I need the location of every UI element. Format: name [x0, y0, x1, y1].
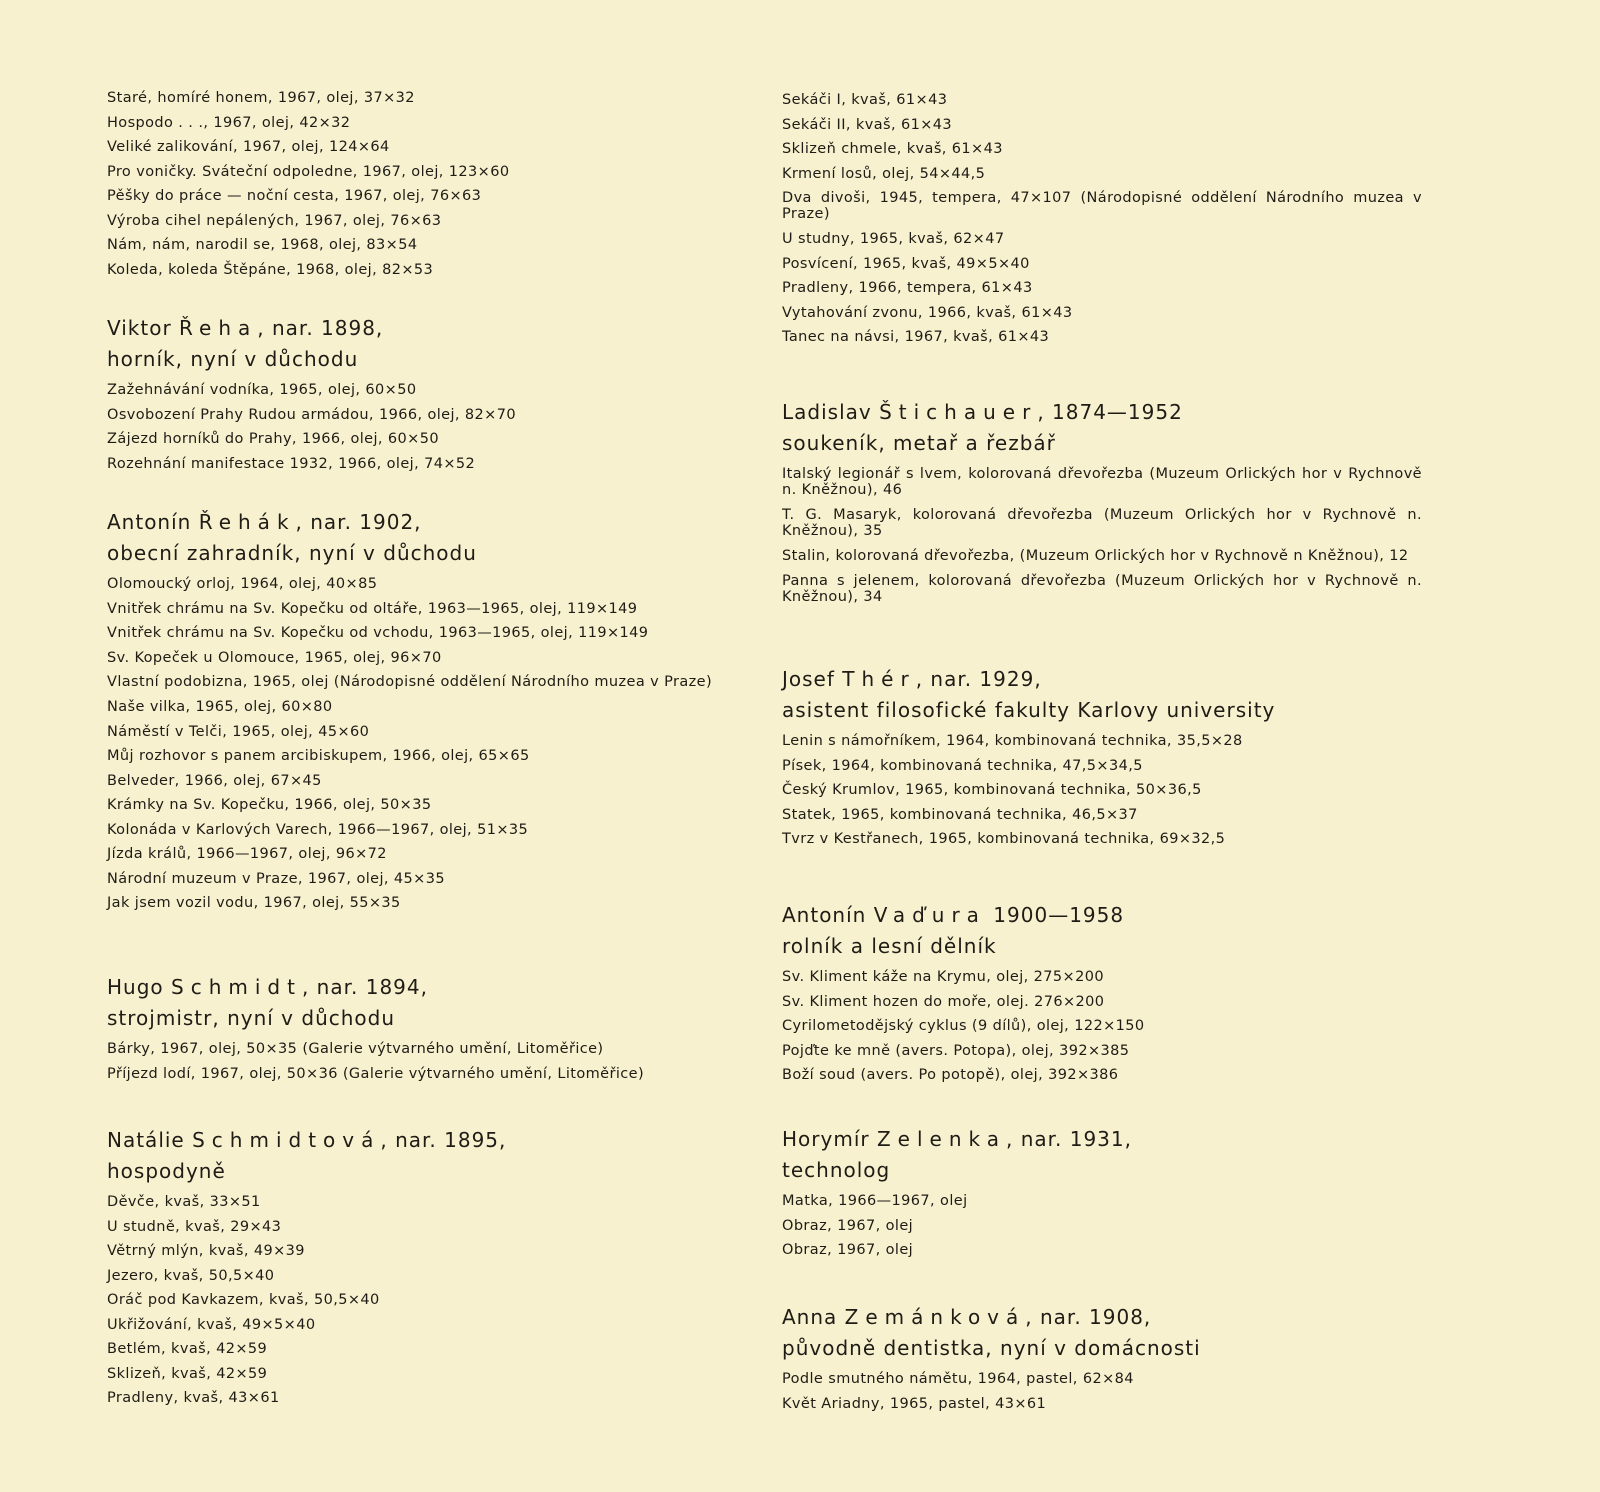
artwork-entry: Výroba cihel nepálených, 1967, olej, 76×63: [107, 212, 442, 229]
artwork-entry: Sekáči II, kvaš, 61×43: [782, 116, 953, 133]
artist-surname: Štichauer: [879, 400, 1038, 424]
artist-occupation: rolník a lesní dělník: [782, 934, 997, 958]
artwork-entry: Tanec na návsi, 1967, kvaš, 61×43: [782, 329, 1050, 345]
artist-occupation: soukeník, metař a řezbář: [782, 431, 1056, 455]
artist-section-schmidtova: [107, 1125, 747, 1411]
artwork-entry: Vnitřek chrámu na Sv. Kopečku od oltáře, 1963—1965, olej, 119×149: [107, 600, 638, 617]
artwork-entry: Český Krumlov, 1965, kombinovaná technika, 50×36,5: [782, 782, 1202, 798]
artwork-entry: Tvrz v Kestřanech, 1965, kombinovaná technika, 69×32,5: [782, 831, 1226, 847]
artist-surname: Zemánková: [844, 1305, 1026, 1329]
artist-occupation: asistent filosofické fakulty Karlovy university: [782, 698, 1276, 722]
artist-name: [782, 1302, 1422, 1333]
artwork-entry: Veliké zalikování, 1967, olej, 124×64: [107, 139, 390, 155]
artist-section-cont-left: [107, 86, 747, 282]
artist-surname: Zelenka: [876, 1127, 1006, 1151]
artist-birth-info: , nar. 1902,: [295, 510, 422, 534]
artist-birth-info: , nar. 1929,: [915, 667, 1042, 691]
artist-name: [782, 397, 1422, 428]
artwork-entry: Zájezd horníků do Prahy, 1966, olej, 60×50: [107, 431, 439, 447]
artist-section-ther: [782, 664, 1422, 852]
artwork-entry: Jak jsem vozil vodu, 1967, olej, 55×35: [107, 895, 401, 911]
artist-surname: Schmidtová: [192, 1128, 381, 1152]
artist-birth-info: 1900—1958: [985, 903, 1125, 927]
artist-birth-info: , nar. 1898,: [257, 316, 384, 340]
artwork-entry: Pro voničky. Sváteční odpoledne, 1967, olej, 123×60: [107, 163, 510, 180]
artist-occupation: technolog: [782, 1158, 891, 1182]
artwork-entry: Vlastní podobizna, 1965, olej (Národopisné oddělení Národního muzea v Praze): [107, 674, 713, 690]
artwork-entry: Hospodo . . ., 1967, olej, 42×32: [107, 114, 351, 131]
artist-first-name: Josef: [782, 667, 843, 691]
artist-birth-info: , nar. 1894,: [301, 975, 428, 999]
artist-occupation: hospodyně: [107, 1159, 226, 1183]
artist-section-vadura: [782, 900, 1422, 1088]
artwork-list: [782, 88, 1422, 350]
artist-section-zemankova: [782, 1302, 1422, 1416]
artist-occupation: strojmistr, nyní v důchodu: [107, 1006, 396, 1030]
artist-surname: Řeha: [179, 316, 258, 340]
artwork-entry: Matka, 1966—1967, olej: [782, 1193, 968, 1209]
artist-section-zelenka: [782, 1124, 1422, 1263]
artwork-entry: Podle smutného námětu, 1964, pastel, 62×84: [782, 1371, 1134, 1387]
artwork-entry: Pradleny, kvaš, 43×61: [107, 1390, 280, 1406]
artwork-entry: Ukřižování, kvaš, 49×5×40: [107, 1316, 316, 1333]
artwork-entry: Můj rozhovor s panem arcibiskupem, 1966, olej, 65×65: [107, 748, 530, 764]
artist-name: [107, 1125, 747, 1156]
artist-occupation: obecní zahradník, nyní v důchodu: [107, 541, 477, 565]
artist-birth-info: , nar. 1895,: [380, 1128, 507, 1152]
artwork-entry: Pradleny, 1966, tempera, 61×43: [782, 280, 1033, 296]
artwork-entry: Italský legionář s lvem, kolorovaná dřevořezba (Muzeum Orlických hor v Rychnově n. Kněžnou), 46: [782, 466, 1422, 498]
artwork-entry: Vnitřek chrámu na Sv. Kopečku od vchodu, 1963—1965, olej, 119×149: [107, 625, 649, 641]
artwork-list: [107, 1037, 747, 1086]
artwork-list: [107, 1190, 747, 1411]
artwork-entry: Větrný mlýn, kvaš, 49×39: [107, 1243, 305, 1259]
artist-first-name: Antonín: [107, 510, 199, 534]
artwork-entry: T. G. Masaryk, kolorovaná dřevořezba (Muzeum Orlických hor v Rychnově n. Kněžnou), 35: [782, 507, 1422, 539]
artwork-entry: Vytahování zvonu, 1966, kvaš, 61×43: [782, 304, 1073, 321]
artist-first-name: Horymír: [782, 1127, 877, 1151]
artwork-entry: Jezero, kvaš, 50,5×40: [107, 1267, 275, 1284]
artist-birth-info: , nar. 1908,: [1025, 1305, 1152, 1329]
artwork-entry: Pojďte ke mně (avers. Potopa), olej, 392×385: [782, 1042, 1130, 1059]
artwork-entry: Sekáči I, kvaš, 61×43: [782, 92, 948, 108]
artist-first-name: Antonín: [782, 903, 874, 927]
artwork-list: [782, 462, 1422, 610]
artwork-entry: Náměstí v Telči, 1965, olej, 45×60: [107, 723, 370, 740]
artist-first-name: Ladislav: [782, 400, 880, 424]
artwork-entry: Statek, 1965, kombinovaná technika, 46,5×37: [782, 806, 1138, 823]
artist-surname: Řehák: [198, 510, 296, 534]
artwork-entry: Sv. Kliment hozen do moře, olej. 276×200: [782, 993, 1105, 1010]
artwork-entry: Jízda králů, 1966—1967, olej, 96×72: [107, 846, 387, 862]
artwork-entry: Sv. Kliment káže na Krymu, olej, 275×200: [782, 969, 1104, 985]
artwork-entry: Posvícení, 1965, kvaš, 49×5×40: [782, 255, 1030, 272]
artwork-list: [107, 86, 747, 282]
artist-first-name: Hugo: [107, 975, 172, 999]
artist-birth-info: , 1874—1952: [1037, 400, 1183, 424]
artist-section-rehak: [107, 507, 747, 916]
artist-surname: Vaďura: [873, 903, 986, 927]
artwork-entry: Děvče, kvaš, 33×51: [107, 1194, 261, 1210]
artwork-entry: Betlém, kvaš, 42×59: [107, 1341, 268, 1357]
artist-name: [107, 507, 747, 538]
artwork-entry: Nám, nám, narodil se, 1968, olej, 83×54: [107, 237, 418, 253]
artwork-entry: Rozehnání manifestace 1932, 1966, olej, 74×52: [107, 455, 476, 472]
artwork-entry: Panna s jelenem, kolorovaná dřevořezba (Muzeum Orlických hor v Rychnově n. Kněžnou), 34: [782, 573, 1422, 605]
artwork-list: [107, 378, 747, 476]
artwork-entry: Stalin, kolorovaná dřevořezba, (Muzeum Orlických hor v Rychnově n Kněžnou), 12: [782, 548, 1409, 564]
artist-section-schmidt: [107, 972, 747, 1086]
artwork-entry: Zažehnávání vodníka, 1965, olej, 60×50: [107, 382, 417, 398]
artwork-entry: Krámky na Sv. Kopečku, 1966, olej, 50×35: [107, 797, 432, 813]
artist-name: [107, 972, 747, 1003]
artist-name: [107, 313, 747, 344]
artwork-entry: Staré, homíré honem, 1967, olej, 37×32: [107, 90, 415, 106]
artist-occupation: původně dentistka, nyní v domácnosti: [782, 1336, 1201, 1360]
artist-first-name: Viktor: [107, 316, 180, 340]
artist-name: [782, 1124, 1422, 1155]
artist-name: [782, 664, 1422, 695]
artwork-entry: Oráč pod Kavkazem, kvaš, 50,5×40: [107, 1292, 380, 1308]
artwork-entry: Písek, 1964, kombinovaná technika, 47,5×34,5: [782, 757, 1143, 774]
artwork-entry: Obraz, 1967, olej: [782, 1217, 914, 1234]
artwork-entry: Osvobození Prahy Rudou armádou, 1966, olej, 82×70: [107, 406, 516, 423]
artwork-entry: Dva divoši, 1945, tempera, 47×107 (Národopisné oddělení Národního muzea v Praze): [782, 190, 1422, 222]
artwork-entry: Olomoucký orloj, 1964, olej, 40×85: [107, 576, 378, 592]
artwork-entry: Obraz, 1967, olej: [782, 1242, 914, 1258]
artist-section-reha: [107, 313, 747, 476]
artwork-entry: Sklizeň chmele, kvaš, 61×43: [782, 141, 1003, 157]
artist-section-stichauer: [782, 397, 1422, 610]
artwork-entry: Krmení losů, olej, 54×44,5: [782, 165, 986, 182]
artwork-entry: Kolonáda v Karlových Varech, 1966—1967, olej, 51×35: [107, 821, 529, 838]
artist-section-cont-right: [782, 88, 1422, 350]
artist-first-name: Anna: [782, 1305, 845, 1329]
artwork-entry: Příjezd lodí, 1967, olej, 50×36 (Galerie výtvarného umění, Litoměřice): [107, 1065, 645, 1082]
artist-name: [782, 900, 1422, 931]
artwork-list: [782, 1367, 1422, 1416]
artwork-entry: Sklizeň, kvaš, 42×59: [107, 1365, 268, 1382]
artwork-list: [782, 729, 1422, 852]
artwork-list: [782, 1189, 1422, 1263]
artwork-list: [107, 572, 747, 916]
artist-occupation: horník, nyní v důchodu: [107, 347, 359, 371]
artist-first-name: Natálie: [107, 1128, 193, 1152]
artist-surname: Schmidt: [171, 975, 302, 999]
artwork-list: [782, 965, 1422, 1088]
artwork-entry: Pěšky do práce — noční cesta, 1967, olej, 76×63: [107, 188, 482, 204]
artwork-entry: Sv. Kopeček u Olomouce, 1965, olej, 96×70: [107, 649, 442, 666]
artwork-entry: Bárky, 1967, olej, 50×35 (Galerie výtvarného umění, Litoměřice): [107, 1041, 604, 1057]
artwork-entry: Naše vilka, 1965, olej, 60×80: [107, 699, 333, 715]
artwork-entry: Národní muzeum v Praze, 1967, olej, 45×35: [107, 870, 445, 887]
artwork-entry: U studně, kvaš, 29×43: [107, 1218, 282, 1235]
artwork-entry: Belveder, 1966, olej, 67×45: [107, 772, 322, 789]
artwork-entry: Boží soud (avers. Po potopě), olej, 392×386: [782, 1067, 1119, 1083]
artist-surname: Thér: [842, 667, 916, 691]
artist-birth-info: , nar. 1931,: [1005, 1127, 1132, 1151]
artwork-entry: Květ Ariadny, 1965, pastel, 43×61: [782, 1395, 1047, 1412]
artwork-entry: Cyrilometodějský cyklus (9 dílů), olej, 122×150: [782, 1018, 1145, 1034]
artwork-entry: Lenin s námořníkem, 1964, kombinovaná technika, 35,5×28: [782, 733, 1243, 749]
artwork-entry: Koleda, koleda Štěpáne, 1968, olej, 82×53: [107, 261, 434, 278]
artwork-entry: U studny, 1965, kvaš, 62×47: [782, 231, 1005, 247]
